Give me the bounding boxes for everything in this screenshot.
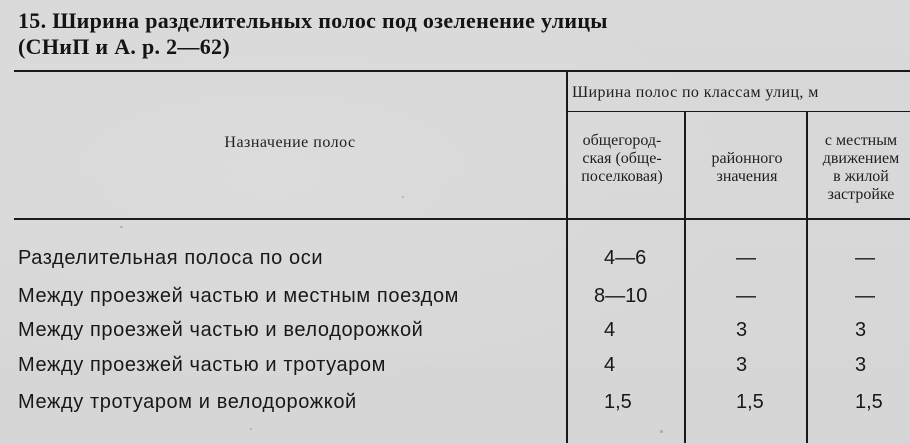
- table-cell-district: 3: [736, 354, 748, 376]
- header-column-district: [688, 150, 806, 186]
- table-title-line-1: 15. Ширина разделительных полос под озеленение улицы: [18, 8, 608, 33]
- table-row-label: Между проезжей частью и тротуаром: [18, 354, 387, 376]
- header-column-district-line-2: значения: [716, 168, 778, 185]
- table-cell-citywide: 4—6: [604, 247, 647, 269]
- scan-speck: [120, 226, 123, 228]
- table-cell-citywide: 1,5: [604, 391, 632, 413]
- header-column-citywide: [560, 132, 684, 186]
- header-bottom-rule: [14, 218, 910, 220]
- table-cell-local: 3: [855, 319, 867, 341]
- header-column-local-line-2: движением: [822, 150, 900, 167]
- table-cell-citywide: 4: [604, 354, 616, 376]
- table-top-rule: [14, 70, 910, 72]
- column-divider-2: [684, 112, 686, 443]
- table-cell-local: 3: [855, 354, 867, 376]
- table-row-label: Разделительная полоса по оси: [18, 247, 324, 269]
- table-cell-citywide: 4: [604, 319, 616, 341]
- group-header-rule: [567, 111, 910, 112]
- header-column-local-line-1: с местным: [824, 132, 898, 149]
- table-row-label: Между тротуаром и велодорожкой: [18, 391, 357, 413]
- scan-speck: [250, 428, 252, 430]
- scan-speck: [402, 196, 404, 198]
- header-column-citywide-line-3: поселковая): [581, 168, 663, 185]
- table-row-label: Между проезжей частью и велодорожкой: [18, 319, 424, 341]
- table-cell-district: 3: [736, 319, 748, 341]
- header-column-district-line-1: районного: [711, 150, 783, 167]
- table-cell-citywide: 8—10: [594, 285, 648, 307]
- header-column-local-line-4: застройке: [827, 186, 895, 203]
- table-title-line-2: (СНиП и А. р. 2—62): [18, 34, 230, 59]
- header-column-local-line-3: в жилой: [833, 168, 889, 185]
- table-row-label: Между проезжей частью и местным поездом: [18, 285, 460, 307]
- scan-speck: [660, 430, 663, 433]
- header-purpose: Назначение полос: [224, 134, 356, 151]
- header-column-citywide-line-1: общегород-: [582, 132, 662, 149]
- table-cell-district: 1,5: [736, 391, 764, 413]
- table-title: [18, 8, 608, 60]
- table-cell-local: —: [855, 247, 875, 269]
- table-cell-district: —: [736, 285, 756, 307]
- column-divider-1: [566, 72, 568, 443]
- table-cell-district: —: [736, 247, 756, 269]
- header-column-local: [806, 132, 910, 204]
- header-column-citywide-line-2: ская (обще-: [582, 150, 662, 167]
- table-cell-local: —: [855, 285, 875, 307]
- table-cell-local: 1,5: [855, 391, 883, 413]
- header-width-group: Ширина полос по классам улиц, м: [572, 84, 819, 101]
